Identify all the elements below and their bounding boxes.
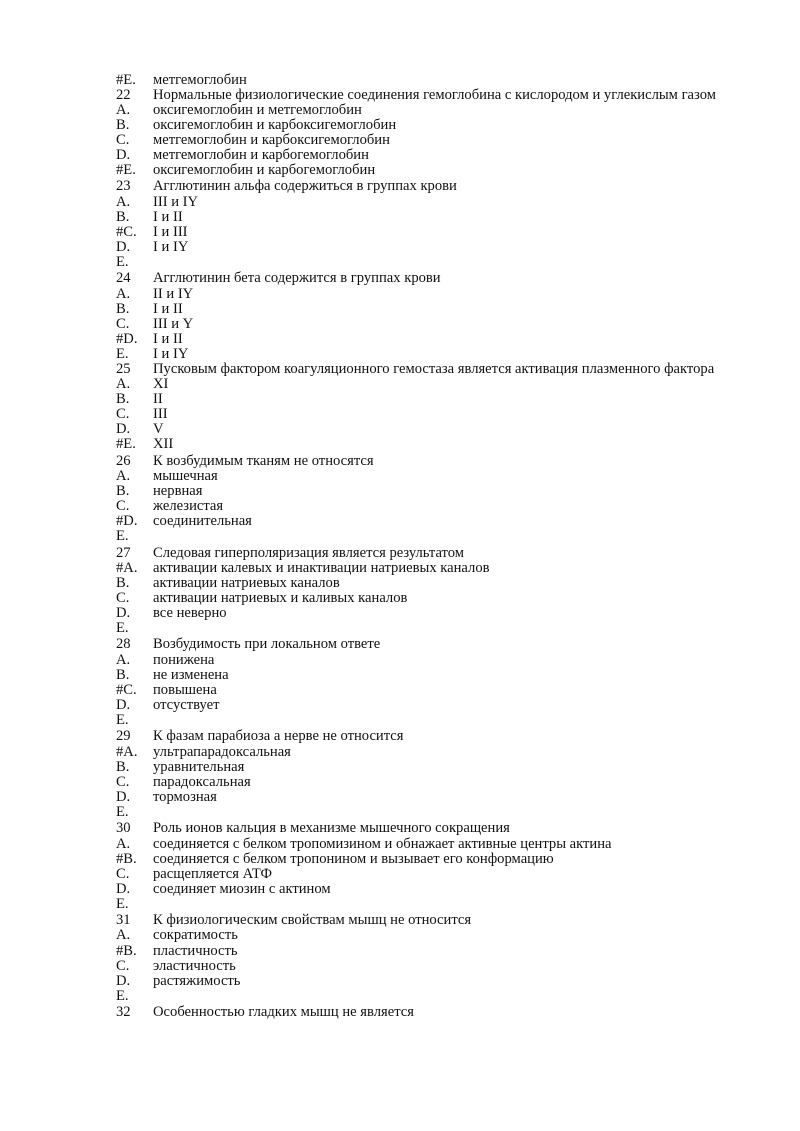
option-text: соединяет миозин с актином (153, 880, 331, 897)
option-label: #A. (116, 559, 138, 576)
question-text: К физиологическим свойствам мышц не относится (153, 912, 472, 929)
option-label: E. (116, 528, 129, 545)
option-label: A. (116, 835, 131, 852)
option-line (116, 392, 746, 407)
option-line (116, 683, 746, 698)
option-text: активации натриевых каналов (153, 574, 340, 591)
question-text: Агглютинин альфа содержиться в группах крови (153, 178, 457, 195)
question-line (116, 729, 746, 744)
question-number: 24 (116, 270, 131, 287)
option-line (116, 514, 746, 529)
question-text: Роль ионов кальция в механизме мышечного сокращения (153, 820, 510, 837)
option-line (116, 606, 746, 621)
option-label: #E. (116, 162, 136, 179)
option-text (153, 529, 746, 544)
option-label: D. (116, 421, 131, 438)
option-label: B. (116, 390, 130, 407)
option-text: I и IY (153, 346, 189, 363)
option-line (116, 240, 746, 255)
option-text: тормозная (153, 789, 217, 806)
option-label: C. (116, 865, 130, 882)
question-line (116, 179, 746, 194)
option-line (116, 437, 746, 452)
option-line (116, 989, 746, 1004)
option-label: #C. (116, 223, 137, 240)
option-text (153, 621, 746, 636)
option-label: D. (116, 697, 131, 714)
option-text: III и IY (153, 193, 199, 210)
option-label: A. (116, 651, 131, 668)
option-text: II (153, 390, 163, 407)
option-text: мышечная (153, 467, 218, 484)
question-text: К возбудимым тканям не относятся (153, 452, 374, 469)
option-text: сократимость (153, 927, 238, 944)
option-line (116, 591, 746, 606)
option-line (116, 837, 746, 852)
question-number: 29 (116, 728, 131, 745)
option-line (116, 332, 746, 347)
option-label: A. (116, 927, 131, 944)
question-line (116, 821, 746, 836)
option-text: пластичность (153, 942, 238, 959)
question-number: 26 (116, 452, 131, 469)
option-line (116, 469, 746, 484)
option-line (116, 790, 746, 805)
option-line (116, 73, 746, 88)
option-line (116, 867, 746, 882)
question-text: Нормальные физиологические соединения гемоглобина с кислородом и углекислым газом (153, 87, 716, 104)
question-line (116, 89, 746, 103)
question-text: Пусковым фактором коагуляционного гемостаза является активация плазменного фактора (153, 361, 715, 378)
option-text: II и IY (153, 285, 194, 302)
option-text: I и II (153, 331, 183, 347)
option-label: C. (116, 957, 130, 974)
option-text: железистая (153, 498, 224, 515)
option-text: I и II (153, 208, 183, 225)
option-line (116, 852, 746, 867)
option-label: #A. (116, 743, 138, 760)
option-text: активации калевых и инактивации натриевых каналов (153, 559, 490, 576)
option-text: III (153, 406, 168, 423)
option-text: уравнительная (153, 758, 245, 775)
question-number: 31 (116, 912, 131, 929)
option-label: #D. (116, 331, 138, 347)
question-number: 28 (116, 636, 131, 653)
option-line (116, 775, 746, 790)
option-line (116, 745, 746, 760)
option-text: расщепляется АТФ (153, 865, 273, 882)
option-text: повышена (153, 681, 217, 698)
option-label: C. (116, 315, 130, 332)
option-line (116, 133, 746, 148)
option-line (116, 225, 746, 240)
option-line (116, 713, 746, 728)
option-label: B. (116, 758, 130, 775)
option-text: III и Y (153, 315, 194, 332)
question-line (116, 546, 746, 561)
option-text: соединяется с белком тропомизином и обнажает активные центры актина (153, 835, 612, 852)
option-label: B. (116, 208, 130, 225)
option-line (116, 287, 746, 302)
option-text (153, 255, 746, 270)
option-label: C. (116, 131, 130, 148)
question-number: 23 (116, 178, 131, 195)
question-text: Следовая гиперполяризация является результатом (153, 544, 464, 561)
option-text: соединительная (153, 513, 252, 530)
option-label: B. (116, 666, 130, 683)
question-number: 30 (116, 820, 131, 837)
option-label: A. (116, 285, 131, 302)
option-text: XI (153, 375, 169, 392)
question-line (116, 271, 746, 286)
option-text: соединяется с белком тропонином и вызывает его конформацию (153, 850, 554, 867)
option-line (116, 561, 746, 576)
option-label: B. (116, 116, 130, 133)
option-label: #B. (116, 850, 137, 867)
option-line (116, 302, 746, 317)
option-label: E. (116, 346, 129, 363)
option-text: эластичность (153, 957, 236, 974)
option-text: метгемоглобин и карбоксигемоглобин (153, 131, 390, 148)
option-label: #E. (116, 436, 136, 453)
option-line (116, 576, 746, 591)
option-label: D. (116, 880, 131, 897)
option-text: ультрапарадоксальная (153, 743, 291, 760)
option-label: #B. (116, 942, 137, 959)
option-line (116, 255, 746, 270)
option-text: I и III (153, 223, 188, 240)
option-line (116, 974, 746, 989)
question-text: Особенностью гладких мышц не является (153, 1004, 414, 1021)
question-line (116, 363, 746, 377)
option-line (116, 347, 746, 362)
option-line (116, 377, 746, 392)
option-line (116, 317, 746, 332)
question-line (116, 454, 746, 469)
option-label: C. (116, 406, 130, 423)
option-label: A. (116, 193, 131, 210)
option-line (116, 653, 746, 668)
option-line (116, 103, 746, 118)
option-text: V (153, 421, 164, 438)
test-document (116, 73, 746, 1020)
option-label: #C. (116, 681, 137, 698)
question-line (116, 913, 746, 928)
question-number: 25 (116, 361, 131, 378)
question-text: Агглютинин бета содержится в группах крови (153, 270, 441, 287)
option-text (153, 989, 746, 1004)
option-label: E. (116, 896, 129, 913)
option-label: E. (116, 988, 129, 1005)
option-text (153, 713, 746, 728)
option-line (116, 668, 746, 683)
option-label: A. (116, 101, 131, 118)
option-text: активации натриевых и каливых каналов (153, 590, 408, 606)
option-line (116, 422, 746, 437)
option-text: оксигемоглобин и карбогемоглобин (153, 162, 376, 179)
option-label: C. (116, 590, 130, 606)
option-label: #D. (116, 513, 138, 530)
option-line (116, 148, 746, 163)
question-number: 32 (116, 1004, 131, 1021)
option-label: D. (116, 972, 131, 989)
option-label: E. (116, 254, 129, 271)
question-text: К фазам парабиоза а нерве не относится (153, 728, 404, 745)
option-text: I и IY (153, 239, 189, 256)
option-line (116, 163, 746, 178)
option-text (153, 805, 746, 820)
option-label: C. (116, 773, 130, 790)
option-label: A. (116, 467, 131, 484)
option-line (116, 118, 746, 133)
option-text: I и II (153, 300, 183, 317)
option-label: D. (116, 789, 131, 806)
option-text (153, 897, 746, 912)
option-line (116, 959, 746, 974)
option-line (116, 882, 746, 897)
option-line (116, 529, 746, 544)
option-label: D. (116, 147, 131, 164)
question-number: 22 (116, 87, 131, 104)
option-text: понижена (153, 651, 215, 668)
option-line (116, 210, 746, 225)
option-line (116, 698, 746, 713)
option-label: E. (116, 804, 129, 821)
option-line (116, 897, 746, 912)
option-line (116, 484, 746, 499)
option-label: D. (116, 239, 131, 256)
option-text: все неверно (153, 605, 227, 622)
option-line (116, 760, 746, 775)
question-line (116, 1005, 746, 1020)
option-text: метгемоглобин (153, 72, 247, 88)
option-text: оксигемоглобин и карбоксигемоглобин (153, 116, 397, 133)
option-label: D. (116, 605, 131, 622)
option-line (116, 928, 746, 943)
option-label: #E. (116, 72, 136, 88)
option-label: B. (116, 574, 130, 591)
option-text: парадоксальная (153, 773, 251, 790)
option-label: B. (116, 300, 130, 317)
option-label: E. (116, 620, 129, 637)
option-text: метгемоглобин и карбогемоглобин (153, 147, 369, 164)
option-text: отсуствует (153, 697, 220, 714)
option-line (116, 499, 746, 514)
option-text: растяжимость (153, 972, 241, 989)
option-text: нервная (153, 482, 203, 499)
option-text: XII (153, 436, 174, 453)
option-line (116, 407, 746, 422)
option-label: C. (116, 498, 130, 515)
question-number: 27 (116, 544, 131, 561)
option-label: A. (116, 375, 131, 392)
option-label: E. (116, 712, 129, 729)
question-line (116, 637, 746, 652)
option-line (116, 195, 746, 210)
option-line (116, 805, 746, 820)
question-text: Возбудимость при локальном ответе (153, 636, 381, 653)
option-label: B. (116, 482, 130, 499)
option-line (116, 621, 746, 636)
option-line (116, 944, 746, 959)
option-text: не изменена (153, 666, 229, 683)
option-text: оксигемоглобин и метгемоглобин (153, 101, 362, 118)
